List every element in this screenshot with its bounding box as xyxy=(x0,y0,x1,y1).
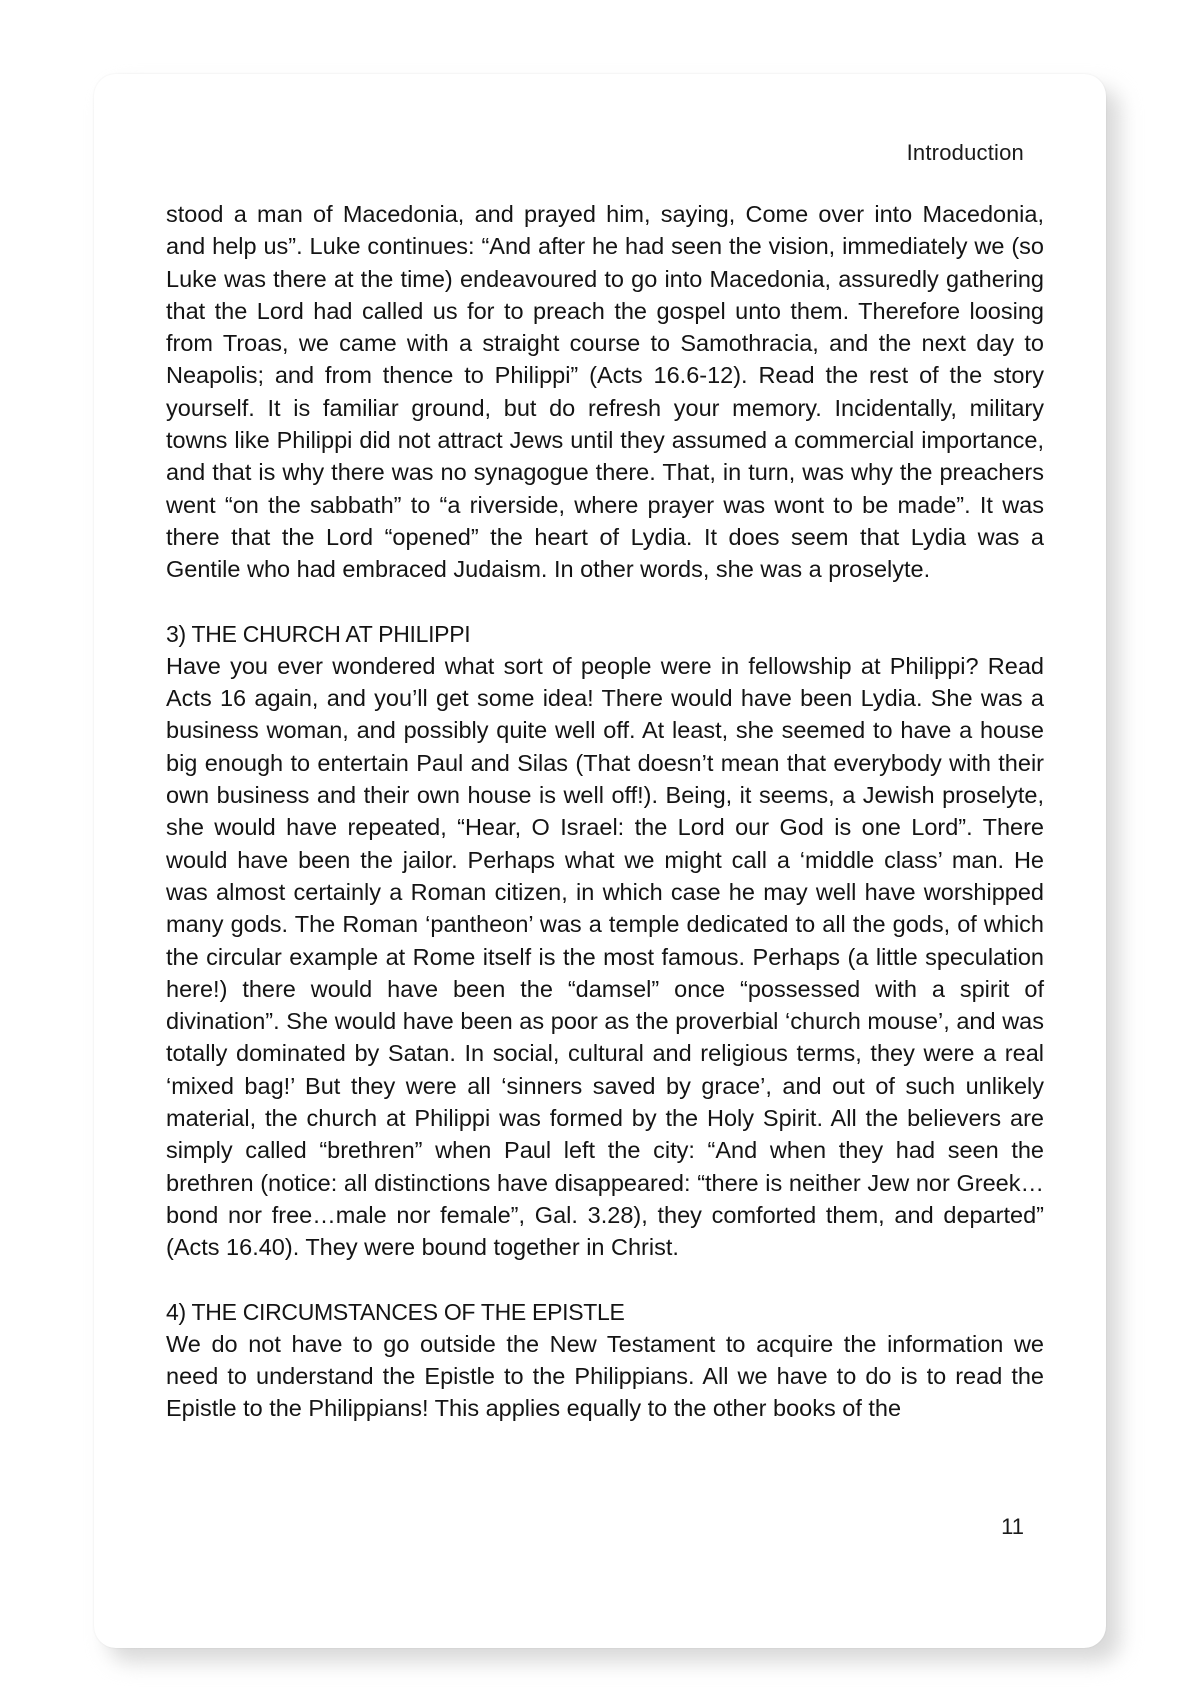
section-heading-circumstances: 4) THE CIRCUMSTANCES OF THE EPISTLE xyxy=(166,1298,625,1325)
paragraph-story-of-lydia: stood a man of Macedonia, and prayed him, saying, Come over into Macedonia, and help us”. Luke continues: “And after he had seen the vision, immediately we (so Luke was there at the time) endeavoured to go into Macedonia, assuredly gathering that the Lord had called us for to preach the gospel unto them. Therefore loosing from Troas, we came with a straight course to Samothracia, and the next day to Neapolis; and from thence to Philippi” (Acts 16.6-12). Read the rest of the story yourself. It is familiar ground, but do refresh your memory. Incidentally, military towns like Philippi did not attract Jews until they assumed a commercial importance, and that is why there was no synagogue there. That, in turn, was why the preachers went “on the sabbath” to “a riverside, where prayer was wont to be made”. It was there that the Lord “opened” the heart of Lydia. It does seem that Lydia was a Gentile who had embraced Judaism. In other words, she was a proselyte. xyxy=(166,201,1044,583)
book-page xyxy=(94,74,1106,1648)
section-heading-church-at-philippi: 3) THE CHURCH AT PHILIPPI xyxy=(166,620,471,647)
paragraph-circumstances: We do not have to go outside the New Testament to acquire the information we need to understand the Epistle to the Philippians. All we have to do is to read the Epistle to the Philippians! This applies equally to the other books of the xyxy=(166,1330,1044,1422)
running-head-title: Introduction xyxy=(906,140,1024,165)
page-number: 11 xyxy=(1001,1514,1024,1539)
body-text xyxy=(166,198,1044,1425)
paragraph-church-at-philippi: Have you ever wondered what sort of people were in fellowship at Philippi? Read Acts 16 again, and you’ll get some idea! There would have been Lydia. She was a business woman, and possibly quite well off. At least, she seemed to have a house big enough to entertain Paul and Silas (That doesn’t mean that everybody with their own business and their own house is well off!). Being, it seems, a Jewish proselyte, she would have repeated, “Hear, O Israel: the Lord our God is one Lord”. There would have been the jailor. Perhaps what we might call a ‘middle class’ man. He was almost certainly a Roman citizen, in which case he may well have worshipped many gods. The Roman ‘pantheon’ was a temple dedicated to all the gods, of which the circular example at Rome itself is the most famous. Perhaps (a little speculation here!) there would have been the “damsel” once “possessed with a spirit of divination”. She would have been as poor as the proverbial ‘church mouse’, and was totally dominated by Satan. In social, cultural and religious terms, they were a real ‘mixed bag!’ But they were all ‘sinners saved by grace’, and out of such unlikely material, the church at Philippi was formed by the Holy Spirit. All the believers are simply called “brethren” when Paul left the city: “And when they had seen the brethren (notice: all distinctions have disappeared: “there is neither Jew nor Greek…bond nor free…male nor female”, Gal. 3.28), they comforted them, and departed” (Acts 16.40). They were bound together in Christ. xyxy=(166,652,1044,1261)
